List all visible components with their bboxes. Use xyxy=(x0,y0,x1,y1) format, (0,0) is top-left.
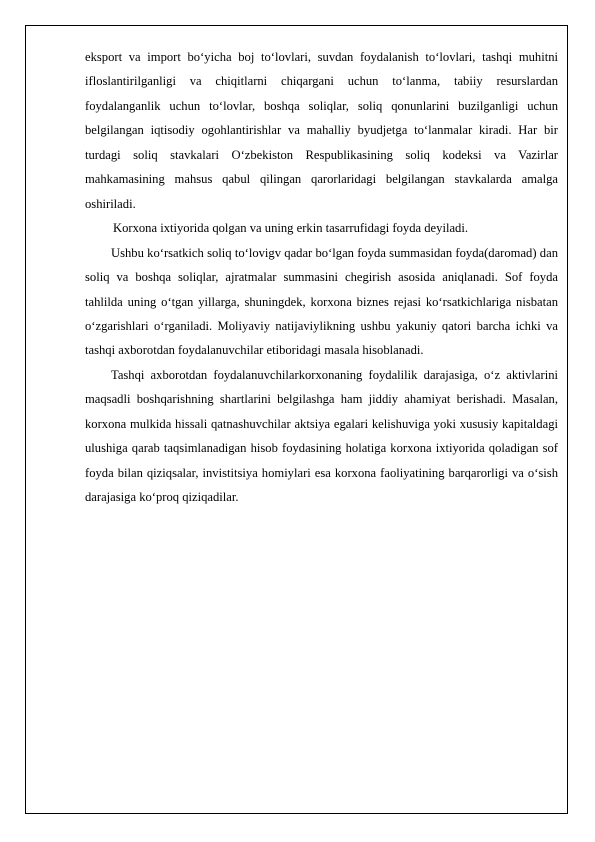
paragraph-4: Tashqi axborotdan foydalanuvchilarkorxonaning foydalilik darajasiga, o‘z aktivlarini maqsadli boshqarishning shartlarini belgilashga ham jiddiy ahamiyat berishadi. Masalan, korxona mulkida hissali qatnashuvchilar aktsiya egalari kelishuviga yoki xususiy kapitaldagi ulushiga qarab taqsimlanadigan hisob foydasining holatiga korxona ixtiyorida qoladigan sof foyda bilan qiziqsalar, invistitsiya homiylari esa korxona faoliyatining barqarorligi va o‘sish darajasiga ko‘proq qiziqadilar. xyxy=(85,367,558,505)
paragraph-1: eksport va import bo‘yicha boj to‘lovlari, suvdan foydalanish to‘lovlari, tashqi muhitni ifloslantirilganligi va chiqitlarni chiqargani uchun to‘lanma, tabiiy resurslardan foydalanganlik uchun to‘lovlar, boshqa soliqlar, soliq qonunlarini buzilganligi uchun belgilangan iqtisodiy ogohlantirishlar va mahalliy byudjetga to‘lanmalar kiradi. Har bir turdagi soliq stavkalari O‘zbekiston Respublikasining soliq kodeksi va Vazirlar mahkamasining mahsus qabul qilingan qarorlaridagi belgilangan stavkalarda amalga oshiriladi. xyxy=(85,50,558,211)
paragraph-2: Korxona ixtiyorida qolgan va uning erkin tasarrufidagi foyda deyiladi. xyxy=(113,221,468,236)
document-body xyxy=(85,45,558,510)
paragraph-3: Ushbu ko‘rsatkich soliq to‘lovigv qadar bo‘lgan foyda summasidan foyda(daromad) dan soliq va boshqa soliqlar, ajratmalar summasini chegirish asosida aniqlanadi. Sof foyda tahlilda uning o‘tgan yillarga, shuningdek, korxona biznes rejasi ko‘rsatkichlariga nisbatan o‘zgarishlari o‘rganiladi. Moliyaviy natijaviylikning ushbu yakuniy qatori barcha ichki va tashqi axborotdan foydalanuvchilar etiboridagi masala hisoblanadi. xyxy=(85,245,558,358)
